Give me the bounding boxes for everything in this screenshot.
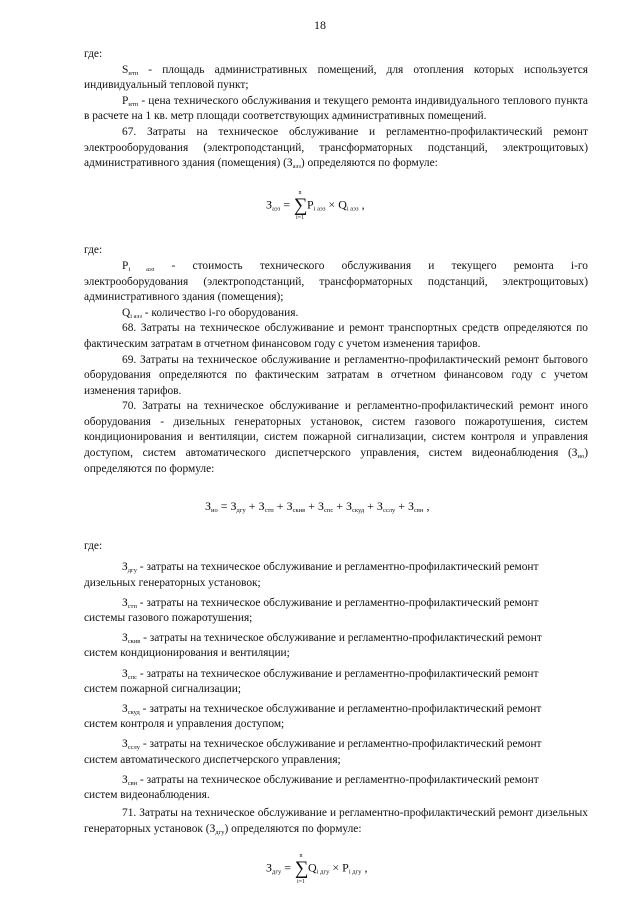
paragraph-text: 67. Затраты на техническое обслуживание и регламентно-профилактический ремонт электрооборудования (электроподстанций, трансформаторных подстанций, электрощитовых) административного здания (помещения) (З — [84, 125, 588, 170]
formula-term: З — [258, 499, 265, 514]
symbol-subscript: спс — [127, 673, 137, 681]
paragraph-text: ) определяются по формуле: — [84, 447, 588, 475]
formula-operator: + — [395, 499, 408, 514]
where-label: где: — [84, 539, 103, 552]
definition-z-skud — [84, 702, 588, 732]
definition-text: - затраты на техническое обслуживание и регламентно-профилактический ремонт — [136, 596, 539, 609]
word: технического — [259, 259, 325, 272]
formula-subscript: дгу — [236, 507, 246, 515]
formula-end: , — [361, 861, 368, 876]
symbol-subscript: i аэз — [128, 265, 155, 273]
definition-q-aez — [84, 306, 588, 322]
formula-equals: = — [280, 197, 294, 212]
formula-subscript: ио — [211, 507, 218, 515]
formula-subscript: сслу — [382, 507, 396, 515]
formula-dgu — [266, 853, 406, 886]
where-label: где: — [84, 48, 103, 60]
definition-p-itp — [84, 94, 588, 125]
where-label: где: — [84, 244, 103, 257]
definition-z-stp — [84, 596, 588, 626]
formula-operator: × — [329, 861, 343, 876]
symbol-subscript: итп — [128, 69, 139, 77]
formula-equals: = — [281, 861, 295, 876]
symbol: З — [122, 632, 128, 645]
formula-term: З — [376, 499, 383, 514]
formula-factor: P — [342, 861, 349, 876]
formula-subscript: дгу — [272, 869, 282, 877]
document-body — [84, 47, 588, 886]
symbol: З — [122, 703, 128, 716]
word: и — [428, 259, 435, 272]
symbol-subscript: дгу — [127, 567, 137, 575]
symbol: P — [122, 259, 129, 272]
definition-text-cont: дизельных генераторных установок; — [84, 576, 261, 589]
definition-z-sps — [84, 667, 588, 697]
formula-operator: × — [325, 197, 339, 212]
symbol: З — [122, 561, 128, 574]
sum-upper-limit: n — [298, 189, 302, 196]
sum-lower-limit: i=1 — [297, 879, 306, 886]
formula-term: З — [407, 499, 414, 514]
sigma-symbol: ∑ — [295, 858, 309, 880]
formula-operator: + — [333, 499, 347, 514]
formula-lhs: З — [266, 197, 273, 212]
formula-subscript: i аэз — [313, 205, 326, 213]
symbol-subscript: i аэз — [130, 312, 142, 320]
formula-lhs: З — [266, 861, 273, 876]
symbol-subscript: ио — [577, 453, 585, 461]
paragraph-text: ) определяются по формуле: — [224, 822, 362, 835]
formula-term: З — [230, 499, 237, 514]
definition-p-aez-rest: электрооборудования (электроподстанций, трансформаторных подстанций, электрощитовых) административного здания (помещения); — [84, 275, 588, 304]
definition-text: - затраты на техническое обслуживание и регламентно-профилактический ремонт — [139, 703, 542, 716]
symbol-subscript: скуд — [127, 709, 140, 717]
definition-text-cont: систем автоматического диспетчерского управления; — [84, 753, 341, 766]
formula-subscript: i аэз — [346, 205, 359, 213]
paragraph-text: 71. Затраты на техническое обслуживание и регламентно-профилактический ремонт дизельных генераторных установок (З — [84, 807, 588, 835]
paragraph-67 — [84, 125, 588, 172]
sum-sign — [294, 189, 308, 222]
definition-text: - количество i-го оборудования. — [141, 306, 299, 319]
formula-subscript: аэз — [272, 205, 281, 213]
formula-operator: , — [423, 499, 430, 514]
paragraph-70 — [84, 399, 588, 477]
definition-text: - площадь административных помещений, для отопления которых используется индивидуальный тепловой пункт; — [84, 63, 588, 92]
definition-text: - затраты на техническое обслуживание и регламентно-профилактический ремонт — [136, 667, 539, 680]
sum-sign — [295, 853, 309, 886]
word: стоимость — [192, 259, 243, 272]
symbol-subscript: скив — [127, 638, 141, 646]
formula-subscript: спс — [323, 507, 334, 515]
formula-operator: + — [273, 499, 287, 514]
symbol-subscript: стп — [127, 602, 137, 610]
formula-subscript: скив — [292, 507, 306, 515]
definition-z-svn — [84, 773, 588, 803]
formula-factor: Q — [308, 861, 317, 876]
formula-operator: + — [305, 499, 318, 514]
sum-lower-limit: i=1 — [296, 215, 305, 222]
formula-lhs: З — [205, 499, 212, 514]
definition-z-sslu — [84, 737, 588, 767]
formula-equals: = — [217, 499, 231, 514]
definition-s-itp — [84, 63, 588, 94]
symbol-subscript: дгу — [215, 828, 225, 836]
definition-text: - затраты на техническое обслуживание и регламентно-профилактический ремонт — [140, 632, 542, 645]
symbol: З — [122, 667, 128, 680]
symbol-subscript: итп — [128, 100, 139, 108]
definition-text: - затраты на техническое обслуживание и регламентно-профилактический ремонт — [137, 773, 539, 786]
symbol-subscript: аэз — [292, 163, 301, 171]
definition-list-70 — [84, 560, 588, 803]
paragraph-text: 70. Затраты на техническое обслуживание и регламентно-профилактический ремонт иного оборудования - дизельных генераторных установок, систем газового пожаротушения, систем кондиционирования и вентиляции, систем пожарной сигнализации, систем контроля и управления доступом, систем автоматического диспетчерского управления, систем видеонаблюдения (З — [84, 400, 588, 460]
formula-term: З — [346, 499, 353, 514]
definition-z-dgu — [84, 560, 588, 590]
word: i-го — [570, 259, 588, 272]
definition-text: - затраты на техническое обслуживание и регламентно-профилактический ремонт — [139, 738, 542, 751]
formula-subscript: i дгу — [348, 869, 362, 877]
formula-io — [205, 499, 467, 515]
symbol: P — [122, 94, 129, 107]
word: текущего — [451, 259, 497, 272]
sigma-symbol: ∑ — [294, 194, 308, 216]
formula-end: , — [358, 197, 365, 212]
definition-z-skiv — [84, 631, 588, 661]
formula-subscript: свн — [414, 507, 424, 515]
definition-text-cont: систем контроля и управления доступом; — [84, 718, 285, 731]
paragraph-text: ) определяются по формуле: — [300, 157, 438, 170]
definition-text: - цена технического обслуживания и текущего ремонта индивидуального теплового пункта в расчете на 1 кв. метр площади соответствующих административных помещений. — [84, 94, 588, 123]
symbol: Q — [122, 306, 131, 319]
definition-p-aez-line1 — [84, 259, 588, 275]
page-number: 18 — [314, 18, 326, 32]
definition-text-cont: систем пожарной сигнализации; — [84, 682, 242, 695]
paragraph-71 — [84, 806, 588, 837]
symbol-subscript: свн — [127, 779, 138, 787]
sum-upper-limit: n — [299, 853, 303, 860]
formula-subscript: стп — [264, 507, 274, 515]
formula-term: З — [317, 499, 324, 514]
symbol-subscript: сслу — [127, 744, 140, 752]
definition-text-cont: системы газового пожаротушения; — [84, 612, 253, 625]
formula-operator: + — [245, 499, 259, 514]
symbol: З — [122, 773, 128, 786]
formula-aez — [266, 189, 406, 222]
definition-text: - затраты на техническое обслуживание и регламентно-профилактический ремонт — [136, 561, 539, 574]
formula-subscript: i дгу — [316, 869, 330, 877]
paragraph-69: 69. Затраты на техническое обслуживание и регламентно-профилактический ремонт бытового оборудования определяются по фактическим затратам в отчетном финансовом году с учетом изменения тарифов. — [84, 353, 588, 397]
formula-factor: Q — [338, 197, 347, 212]
symbol: З — [122, 738, 128, 751]
symbol: З — [122, 596, 128, 609]
formula-factor: P — [307, 197, 314, 212]
symbol: S — [122, 63, 129, 76]
word: - — [171, 259, 176, 272]
formula-subscript: скуд — [352, 507, 365, 515]
formula-operator: + — [364, 499, 377, 514]
word: обслуживания — [341, 259, 412, 272]
paragraph-68: 68. Затраты на техническое обслуживание и ремонт транспортных средств определяются по фактическим затратам в отчетном финансовом году с учетом изменения тарифов. — [84, 322, 588, 350]
definition-text-cont: систем видеонаблюдения. — [84, 789, 210, 802]
word: ремонта — [513, 259, 554, 272]
definition-text-cont: систем кондиционирования и вентиляции; — [84, 647, 290, 660]
formula-term: З — [286, 499, 293, 514]
